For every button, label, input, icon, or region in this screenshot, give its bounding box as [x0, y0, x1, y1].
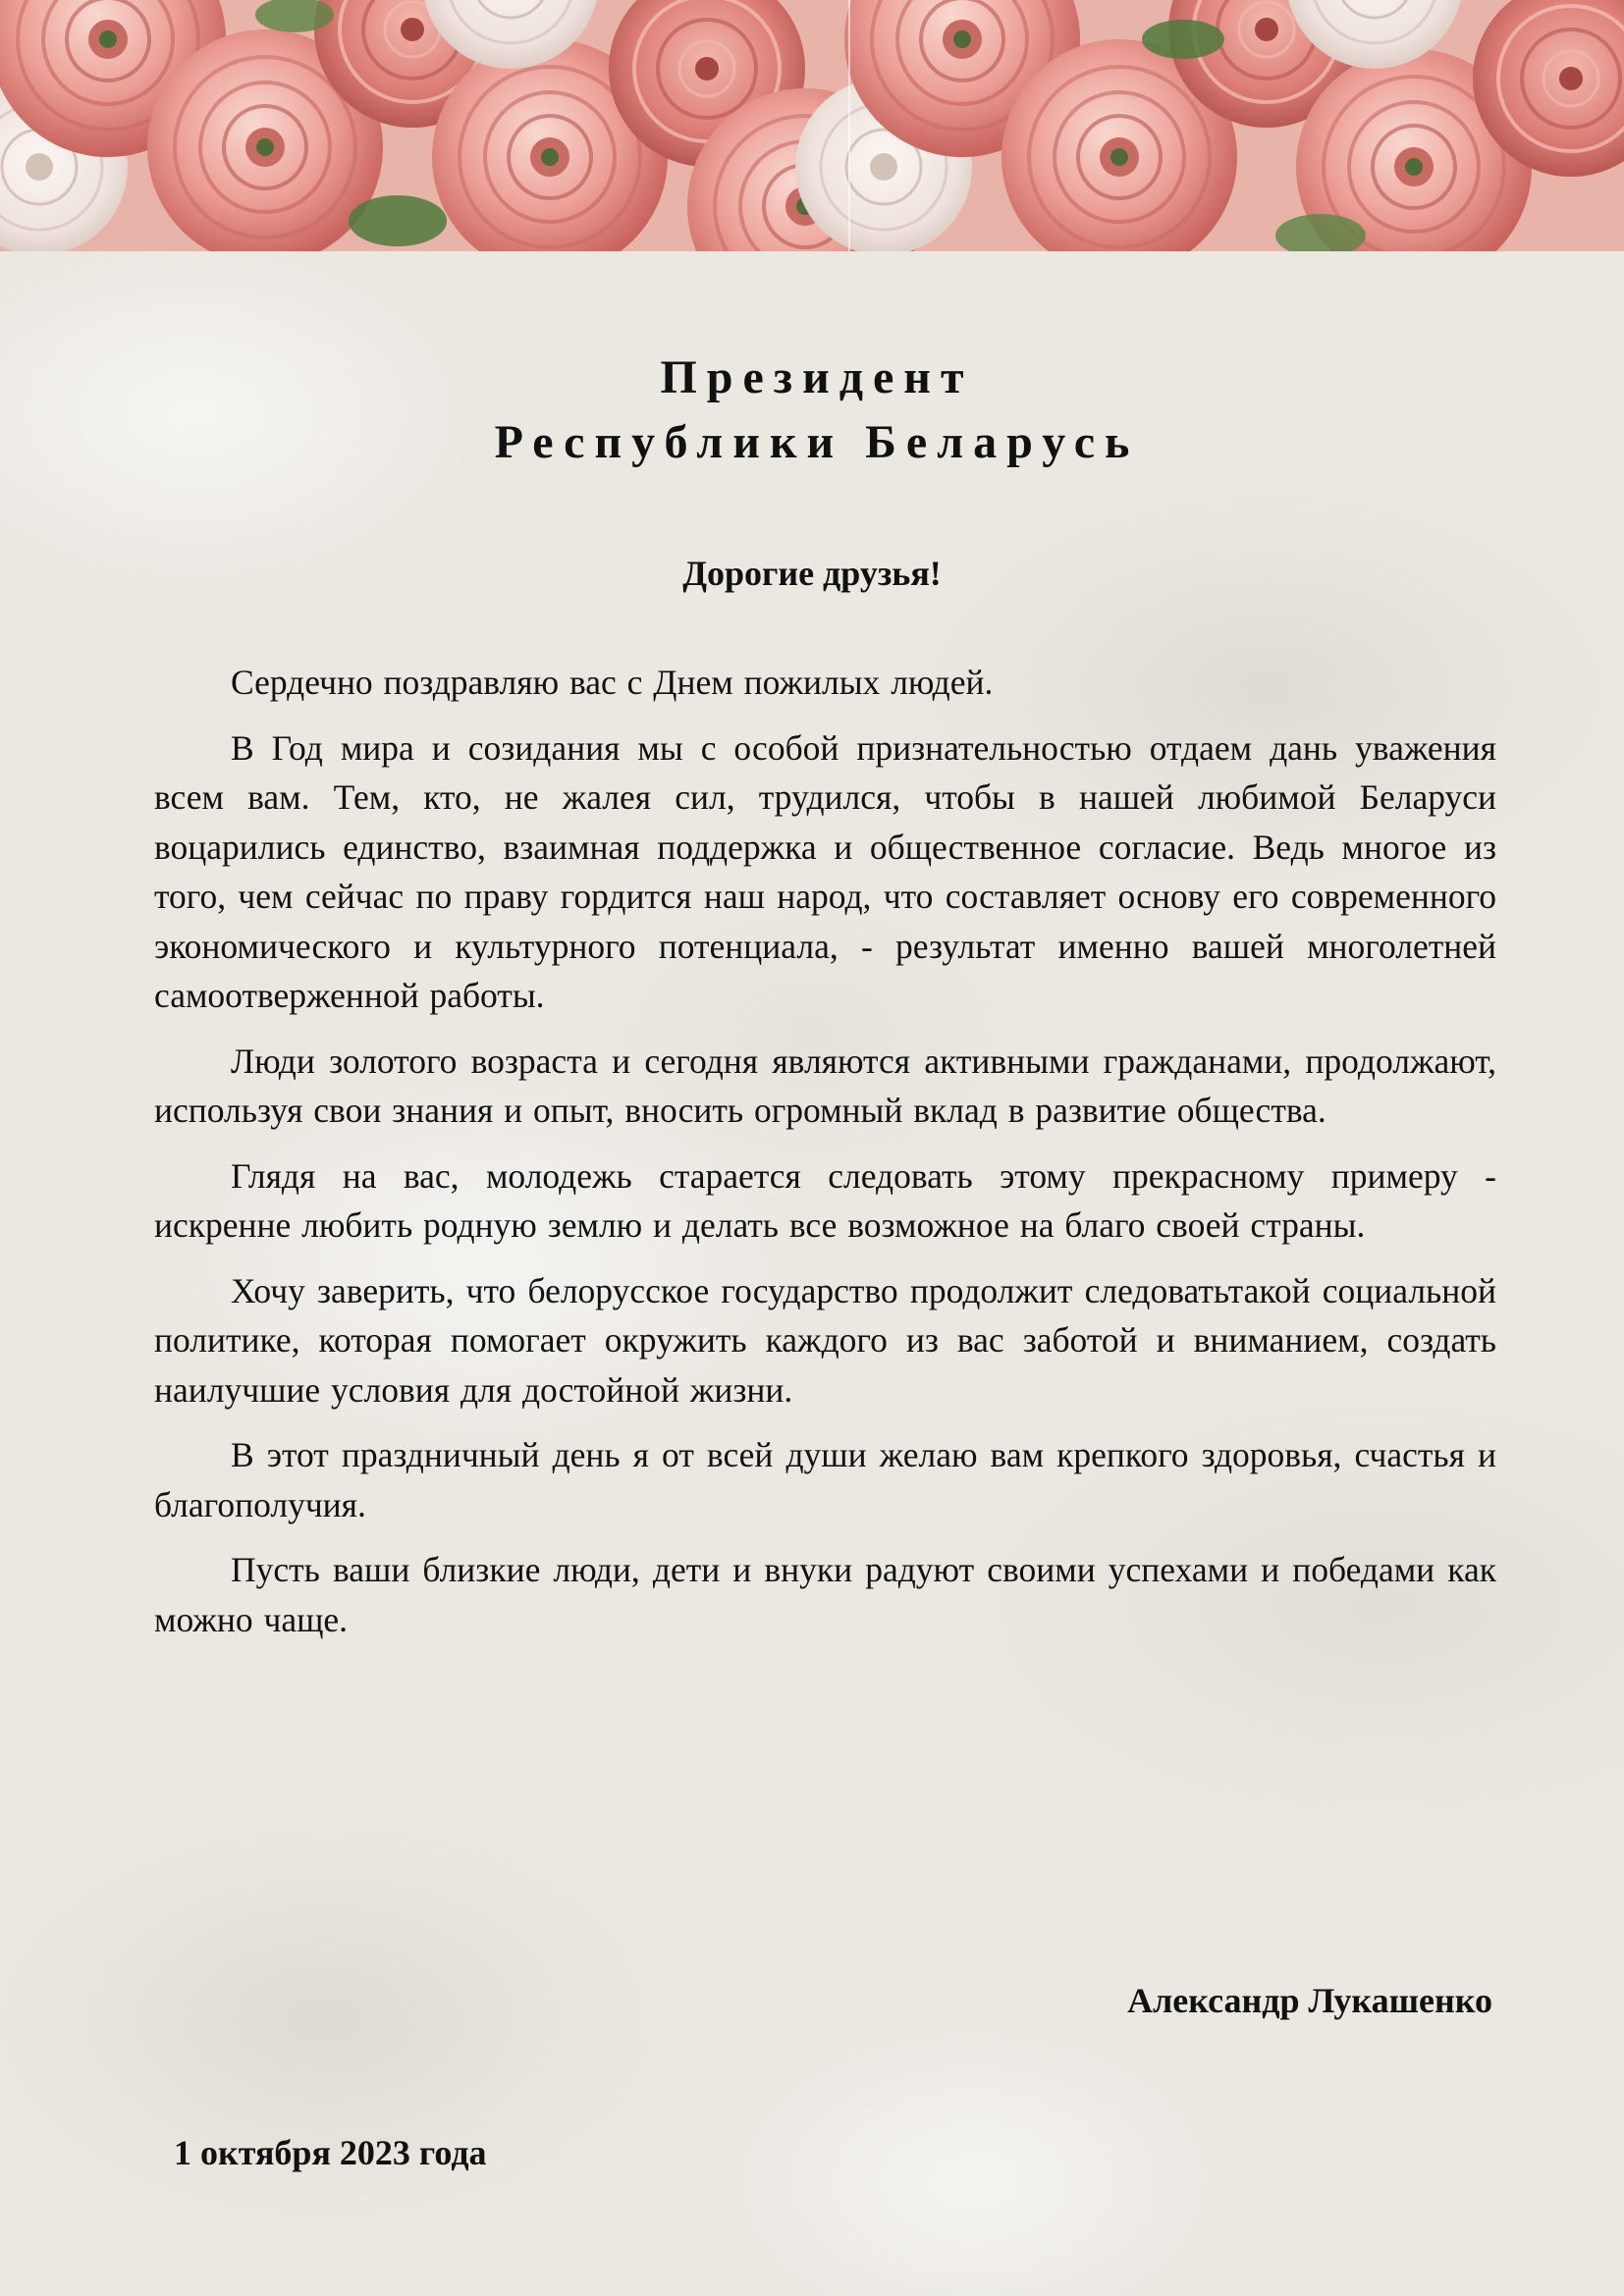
signature: Александр Лукашенко	[1127, 1981, 1492, 2020]
roses-illustration	[0, 0, 1624, 251]
paragraph: Люди золотого возраста и сегодня являются активными гражданами, продолжают, используя свои знания и опыт, вносить огромный вклад в развитие общества.	[154, 1041, 1496, 1130]
paragraph: Пусть ваши близкие люди, дети и внуки радуют своими успехами и победами как можно чаще.	[154, 1550, 1496, 1639]
heading-line-republic: Республики Беларусь	[494, 416, 1140, 468]
paragraph: Хочу заверить, что белорусское государство продолжит следоватьтакой социальной политике, которая помогает окружить каждого из вас заботой и вниманием, создать наилучшие условия для достойной жизни.	[154, 1270, 1496, 1410]
letter-date: 1 октября 2023 года	[174, 2133, 487, 2172]
letter-heading	[0, 346, 1624, 475]
pink-roses-banner	[0, 0, 1624, 251]
paragraph: В Год мира и созидания мы с особой признательностью отдаем дань уважения всем вам. Тем, кто, не жалея сил, трудился, чтобы в нашей любимой Беларуси воцарились единство, взаимная поддержка и общественное согласие. Ведь многое из того, чем сейчас по праву гордится наш народ, что составляет основу его современного экономического и культурного потенциала, - результат именно вашей многолетней самоотверженной работы.	[154, 727, 1496, 1015]
heading-line-president: Президент	[660, 351, 974, 403]
banner-seam	[848, 0, 850, 251]
paragraph: Сердечно поздравляю вас с Днем пожилых людей.	[231, 663, 994, 702]
salutation: Дорогие друзья!	[682, 554, 942, 593]
paragraph: В этот праздничный день я от всей души желаю вам крепкого здоровья, счастья и благополучия.	[154, 1435, 1496, 1524]
paragraph: Глядя на вас, молодежь старается следовать этому прекрасному примеру - искренне любить родную землю и делать все возможное на благо своей страны.	[154, 1155, 1496, 1245]
letter-body	[154, 658, 1496, 1660]
